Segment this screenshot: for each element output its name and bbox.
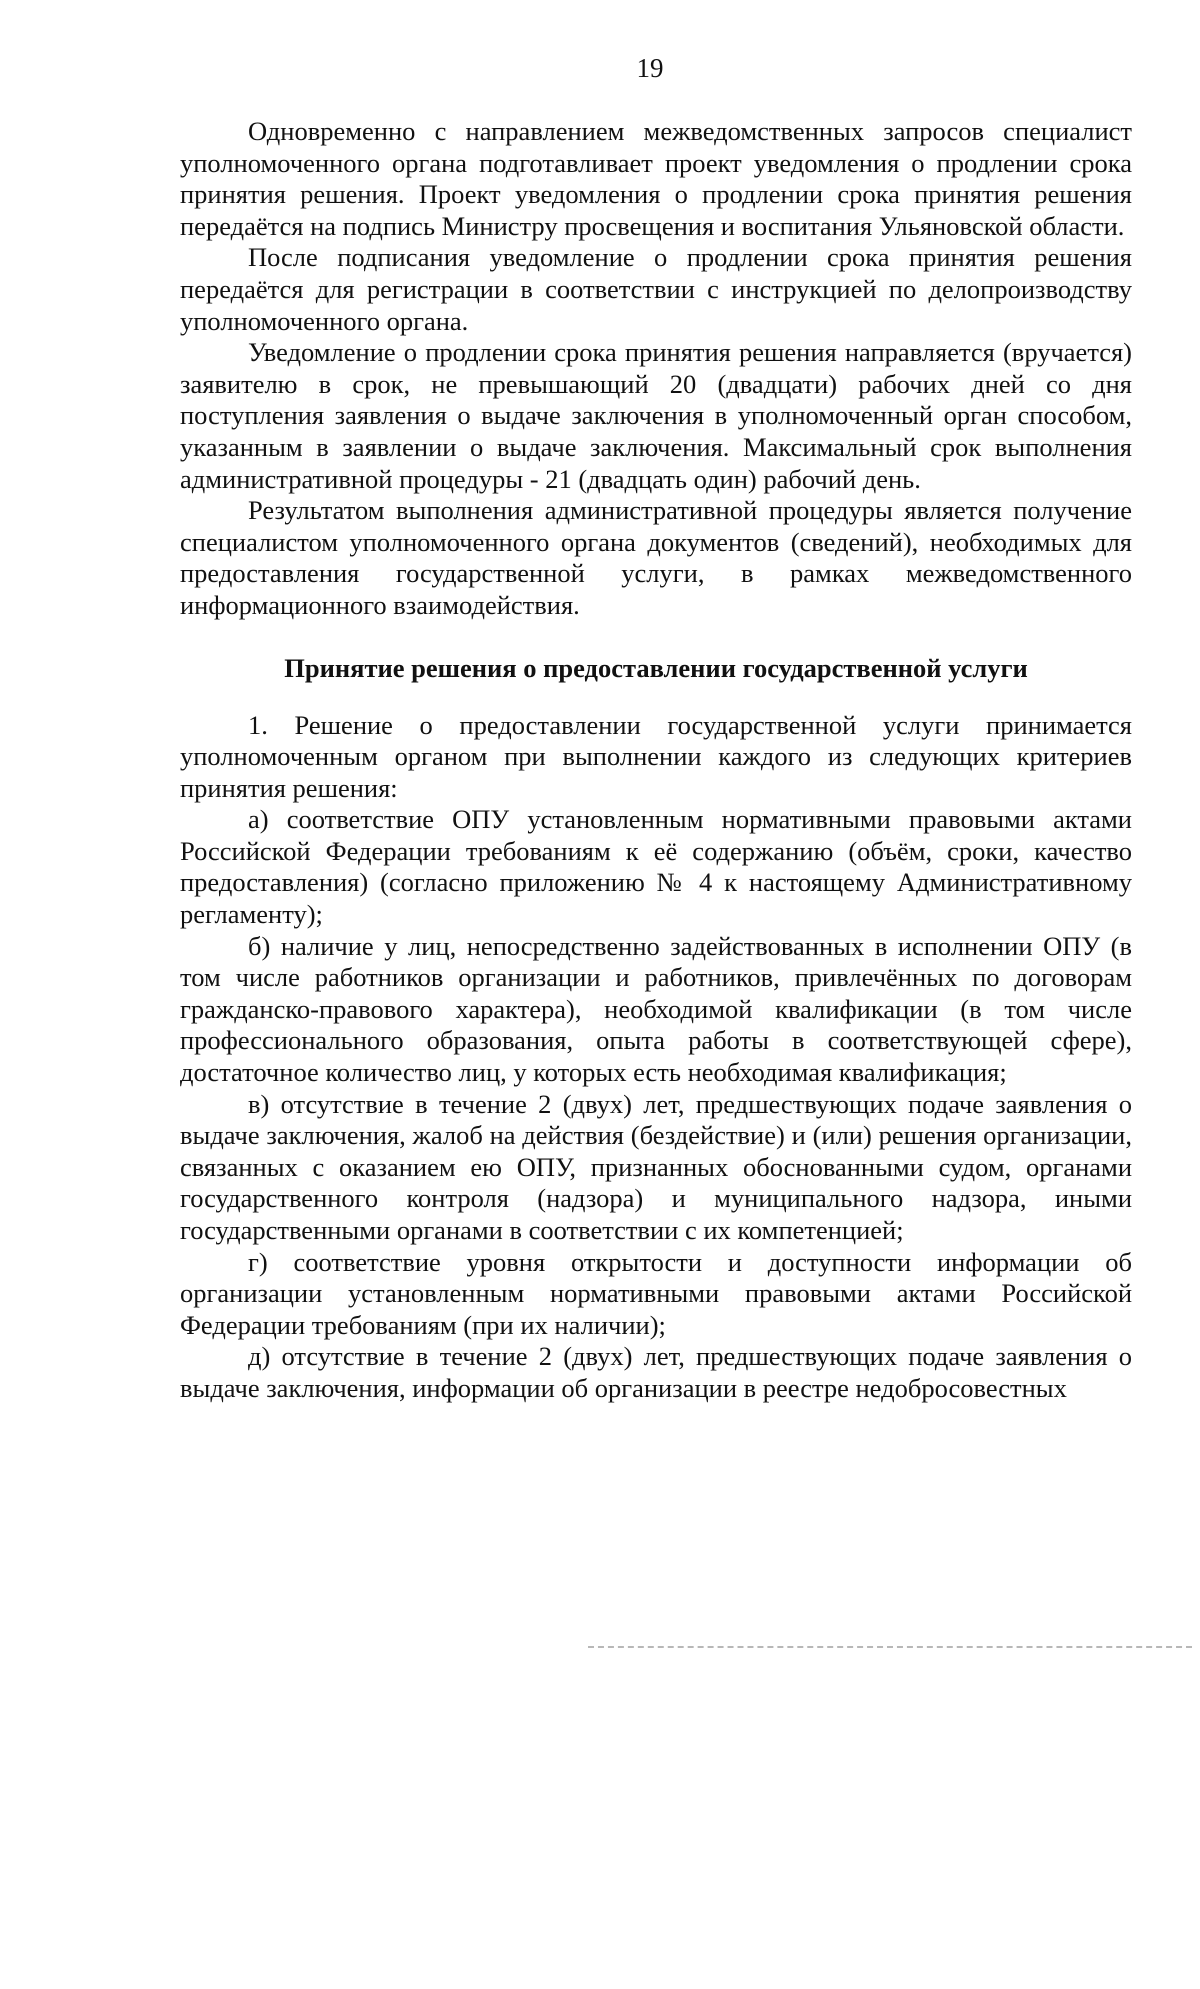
section-heading: Принятие решения о предоставлении государственной услуги [284, 652, 1028, 683]
footer-divider [588, 1646, 1192, 1648]
paragraph-interagency-requests: Одновременно с направлением межведомственных запросов специалист уполномоченного органа подготавливает проект уведомления о продлении срока принятия решения. Проект уведомления о продлении срока принятия решения передаётся на подпись Министру просвещения и воспитания Ульяновской области. [180, 116, 1132, 241]
paragraph-criterion-d: д) отсутствие в течение 2 (двух) лет, предшествующих подаче заявления о выдаче заключения, информации об организации в реестре недобросовестных [180, 1341, 1132, 1403]
document-body [180, 116, 1132, 1405]
page-number: 19 [636, 53, 664, 83]
paragraph-criterion-b: б) наличие у лиц, непосредственно задействованных в исполнении ОПУ (в том числе работников организации и работников, привлечённых по договорам гражданско-правового характера), необходимой квалификации (в том числе профессионального образования, опыта работы в соответствующей сфере), достаточное количество лиц, у которых есть необходимая квалификация; [180, 930, 1132, 1088]
paragraph-notification-delivery: Уведомление о продлении срока принятия решения направляется (вручается) заявителю в срок, не превышающий 20 (двадцати) рабочих дней со дня поступления заявления о выдаче заключения в уполномоченный орган способом, указанным в заявлении о выдаче заключения. Максимальный срок выполнения административной процедуры - 21 (двадцать один) рабочий день. [180, 337, 1132, 494]
paragraph-notification-registration: После подписания уведомление о продлении срока принятия решения передаётся для регистрации в соответствии с инструкцией по делопроизводству уполномоченного органа. [180, 242, 1132, 336]
paragraph-criterion-a: а) соответствие ОПУ установленным нормативными правовыми актами Российской Федерации требованиям к её содержанию (объём, сроки, качество предоставления) (согласно приложению № 4 к настоящему Административному регламенту); [180, 804, 1132, 930]
paragraph-decision-criteria: 1. Решение о предоставлении государственной услуги принимается уполномоченным органом при выполнении каждого из следующих критериев принятия решения: [180, 709, 1132, 803]
paragraph-criterion-g: г) соответствие уровня открытости и доступности информации об организации установленным нормативными правовыми актами Российской Федерации требованиям (при их наличии); [180, 1246, 1132, 1340]
paragraph-criterion-v: в) отсутствие в течение 2 (двух) лет, предшествующих подаче заявления о выдаче заключения, жалоб на действия (бездействие) и (или) решения организации, связанных с оказанием ею ОПУ, признанных обоснованными судом, органами государственного контроля (надзора) и муниципального надзора, иными государственными органами в соответствии с их компетенцией; [180, 1088, 1132, 1245]
paragraph-procedure-result: Результатом выполнения административной процедуры является получение специалистом уполномоченного органа документов (сведений), необходимых для предоставления государственной услуги, в рамках межведомственного информационного взаимодействия. [180, 495, 1132, 620]
